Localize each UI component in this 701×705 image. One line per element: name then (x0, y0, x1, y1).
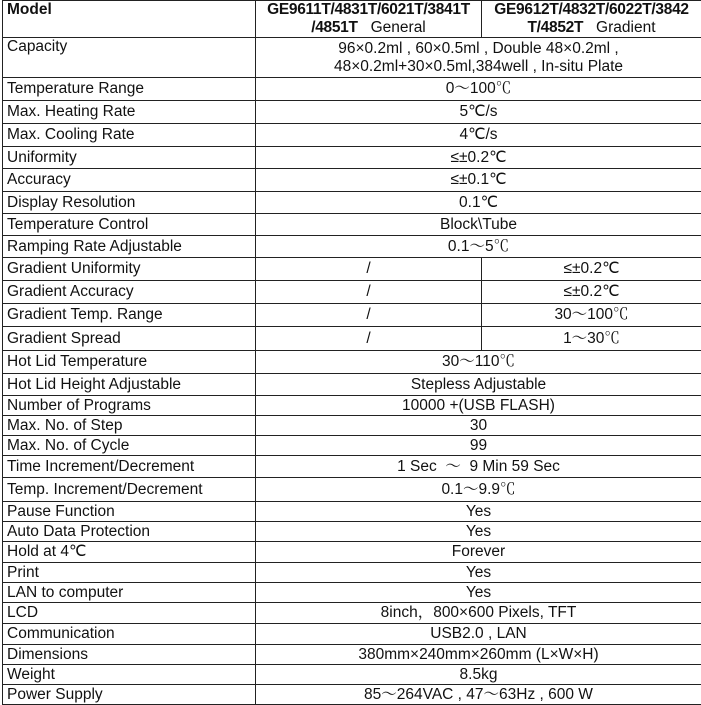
row-value: 30～110℃ (256, 351, 701, 374)
row-label: Accuracy (3, 169, 256, 192)
gradient-models-line2: T/4852T (528, 19, 584, 36)
table-row (3, 685, 701, 705)
row-value: Block\Tube (256, 214, 701, 236)
row-value: 10000 +(USB FLASH) (256, 396, 701, 416)
row-value: ≤±0.2℃ (256, 147, 701, 169)
header-gradient-column (482, 1, 701, 38)
general-value: / (256, 327, 482, 351)
table-row (3, 665, 701, 685)
row-label: Dimensions (3, 645, 256, 665)
general-type: General (371, 19, 426, 36)
row-value (256, 38, 701, 78)
row-label: Gradient Spread (3, 327, 256, 351)
table-row (3, 78, 701, 101)
row-label: Temperature Control (3, 214, 256, 236)
row-value: 8.5kg (256, 665, 701, 685)
row-value: Yes (256, 563, 701, 583)
table-row (3, 542, 701, 563)
row-label: LAN to computer (3, 583, 256, 603)
table-row (3, 169, 701, 192)
row-value: 4℃/s (256, 124, 701, 147)
table-row (3, 563, 701, 583)
row-label: Max. Cooling Rate (3, 124, 256, 147)
table-row (3, 147, 701, 169)
table-row (3, 456, 701, 478)
table-row (3, 478, 701, 502)
gradient-type: Gradient (596, 19, 655, 36)
row-label: Temp. Increment/Decrement (3, 478, 256, 502)
header-row (3, 1, 701, 38)
capacity-line2: 48×0.2ml+30×0.5ml,384well , In-situ Plate (334, 58, 623, 75)
row-label: LCD (3, 603, 256, 624)
row-label: Hot Lid Temperature (3, 351, 256, 374)
table-row (3, 101, 701, 124)
row-label: Hold at 4℃ (3, 542, 256, 563)
row-value: 1 Sec ～ 9 Min 59 Sec (256, 456, 701, 478)
row-value: Yes (256, 502, 701, 522)
gradient-value: ≤±0.2℃ (482, 281, 701, 304)
table-row (3, 281, 701, 304)
row-label: Capacity (3, 38, 256, 78)
table-row (3, 502, 701, 522)
row-label: Power Supply (3, 685, 256, 705)
row-value: ≤±0.1℃ (256, 169, 701, 192)
table-row (3, 38, 701, 78)
header-model: Model (3, 1, 256, 38)
row-value: 5℃/s (256, 101, 701, 124)
gradient-value: 1～30℃ (482, 327, 701, 351)
table-row (3, 522, 701, 542)
table-row (3, 236, 701, 258)
row-value: 85～264VAC , 47～63Hz , 600 W (256, 685, 701, 705)
row-label: Max. Heating Rate (3, 101, 256, 124)
row-label: Hot Lid Height Adjustable (3, 374, 256, 396)
row-value: 0～100℃ (256, 78, 701, 101)
row-value: 8inch，800×600 Pixels, TFT (256, 603, 701, 624)
table-row (3, 624, 701, 645)
table-row (3, 436, 701, 456)
gradient-models-line1: GE9612T/4832T/6022T/3842 (494, 1, 688, 18)
general-models-line2: /4851T (311, 19, 357, 36)
row-label: Max. No. of Step (3, 416, 256, 436)
row-label: Number of Programs (3, 396, 256, 416)
table-row (3, 583, 701, 603)
table-row (3, 258, 701, 281)
row-label: Uniformity (3, 147, 256, 169)
row-label: Max. No. of Cycle (3, 436, 256, 456)
row-label: Ramping Rate Adjustable (3, 236, 256, 258)
general-value: / (256, 258, 482, 281)
row-label: Temperature Range (3, 78, 256, 101)
row-value: 0.1～5℃ (256, 236, 701, 258)
row-label: Communication (3, 624, 256, 645)
row-value: Stepless Adjustable (256, 374, 701, 396)
general-models-line1: GE9611T/4831T/6021T/3841T (267, 1, 470, 18)
row-value: 0.1～9.9℃ (256, 478, 701, 502)
table-row (3, 416, 701, 436)
spec-table (2, 0, 701, 705)
row-value: Yes (256, 522, 701, 542)
general-value: / (256, 281, 482, 304)
gradient-value: 30～100℃ (482, 304, 701, 327)
row-label: Gradient Temp. Range (3, 304, 256, 327)
row-value: Yes (256, 583, 701, 603)
table-row (3, 327, 701, 351)
row-label: Weight (3, 665, 256, 685)
table-row (3, 192, 701, 214)
general-value: / (256, 304, 482, 327)
row-label: Time Increment/Decrement (3, 456, 256, 478)
row-label: Gradient Uniformity (3, 258, 256, 281)
row-value: Forever (256, 542, 701, 563)
row-label: Gradient Accuracy (3, 281, 256, 304)
row-label: Auto Data Protection (3, 522, 256, 542)
table-row (3, 396, 701, 416)
table-row (3, 351, 701, 374)
row-value: USB2.0 , LAN (256, 624, 701, 645)
gradient-value: ≤±0.2℃ (482, 258, 701, 281)
table-row (3, 124, 701, 147)
table-row (3, 603, 701, 624)
capacity-line1: 96×0.2ml , 60×0.5ml , Double 48×0.2ml , (338, 40, 618, 57)
row-label: Pause Function (3, 502, 256, 522)
table-row (3, 645, 701, 665)
table-row (3, 304, 701, 327)
row-label: Print (3, 563, 256, 583)
table-row (3, 214, 701, 236)
header-general-column (256, 1, 482, 38)
row-value: 30 (256, 416, 701, 436)
table-row (3, 374, 701, 396)
row-value: 0.1℃ (256, 192, 701, 214)
row-label: Display Resolution (3, 192, 256, 214)
row-value: 99 (256, 436, 701, 456)
row-value: 380mm×240mm×260mm (L×W×H) (256, 645, 701, 665)
